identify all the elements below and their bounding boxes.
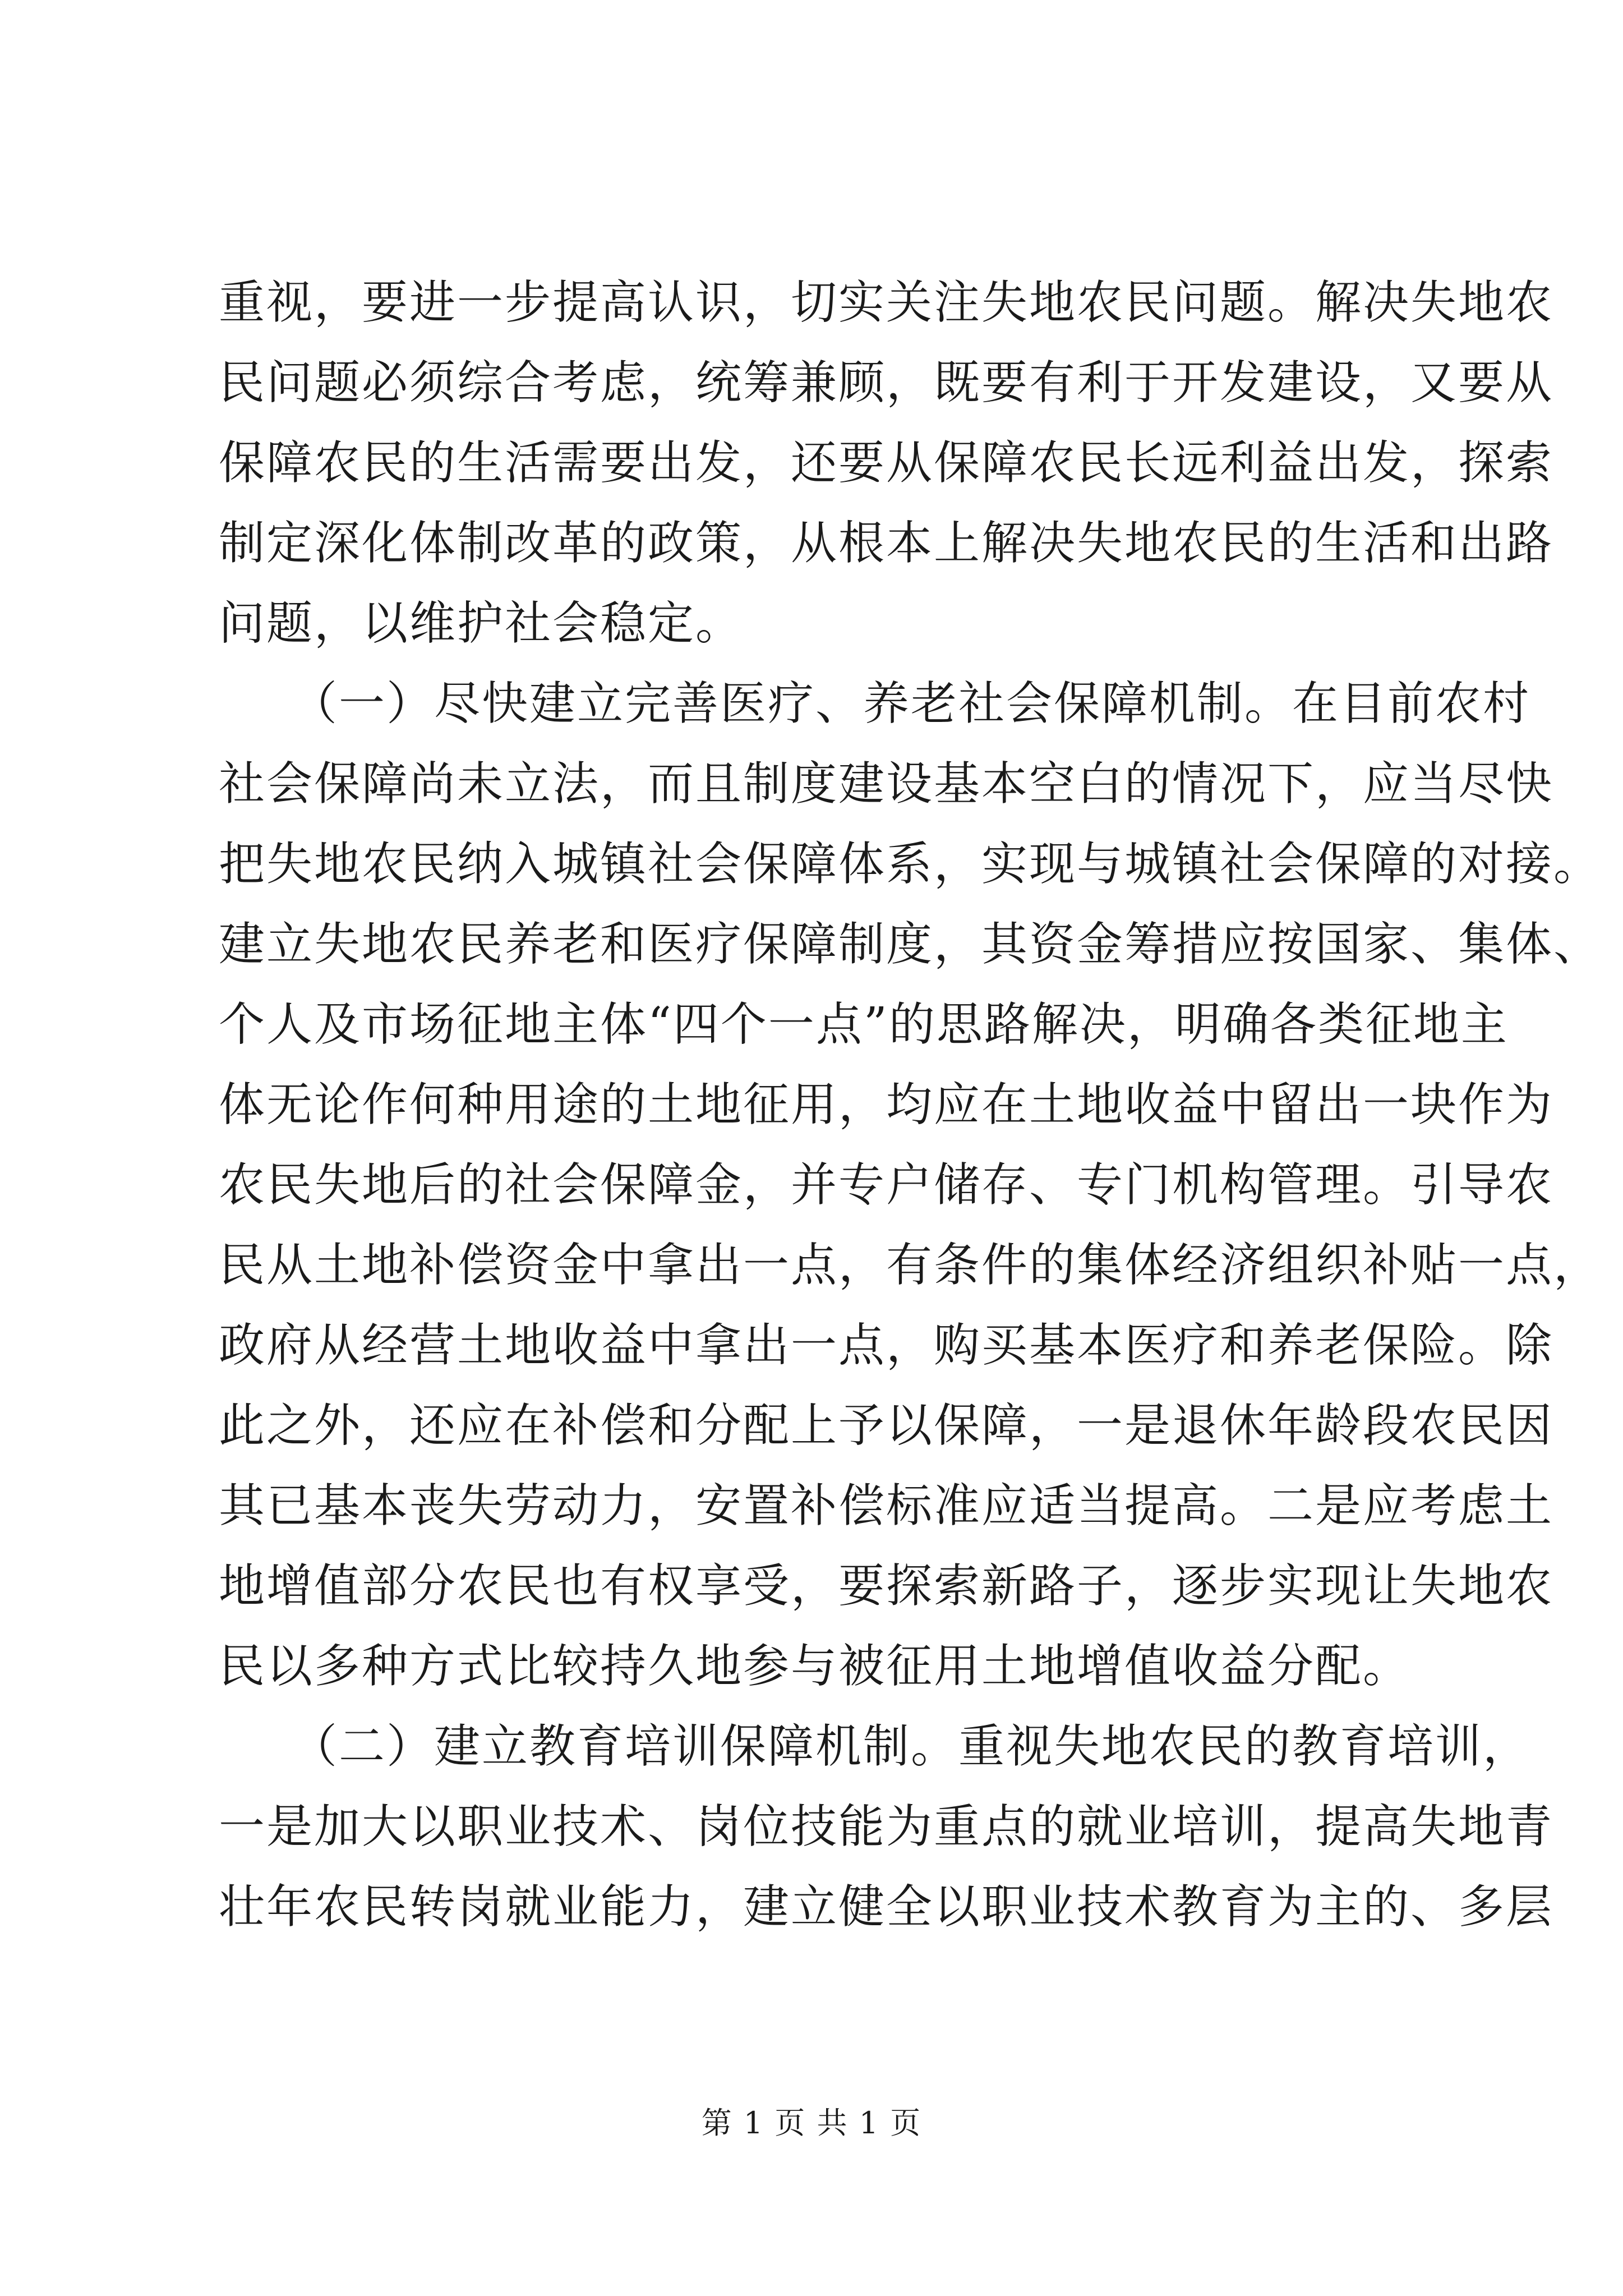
text-line: 民问题必须综合考虑，统筹兼顾，既要有利于开发建设，又要从	[219, 356, 1554, 409]
text-line: 民以多种方式比较持久地参与被征用土地增值收益分配。	[219, 1640, 1411, 1693]
text-line: 把失地农民纳入城镇社会保障体系，实现与城镇社会保障的对接。	[219, 838, 1602, 891]
text-line: 问题，以维护社会稳定。	[219, 597, 744, 650]
text-line: 民从土地补偿资金中拿出一点，有条件的集体经济组织补贴一点，	[219, 1239, 1602, 1292]
text-line: 个人及市场征地主体“四个一点”的思路解决，明确各类征地主	[219, 998, 1509, 1051]
text-line: 政府从经营土地收益中拿出一点，购买基本医疗和养老保险。除	[219, 1319, 1554, 1372]
text-line: 重视，要进一步提高认识，切实关注失地农民问题。解决失地农	[219, 276, 1554, 329]
text-line: 一是加大以职业技术、岗位技能为重点的就业培训，提高失地青	[219, 1800, 1554, 1853]
text-line: 此之外，还应在补偿和分配上予以保障，一是退休年龄段农民因	[219, 1399, 1554, 1452]
text-line: 制定深化体制改革的政策，从根本上解决失地农民的生活和出路	[219, 517, 1554, 570]
section-heading-line: （一）尽快建立完善医疗、养老社会保障机制。在目前农村	[219, 677, 1531, 730]
text-line: 体无论作何种用途的土地征用，均应在土地收益中留出一块作为	[219, 1078, 1554, 1131]
section-heading-line: （二）建立教育培训保障机制。重视失地农民的教育培训，	[219, 1720, 1531, 1773]
text-line: 壮年农民转岗就业能力，建立健全以职业技术教育为主的、多层	[219, 1880, 1554, 1934]
text-line: 地增值部分农民也有权享受，要探索新路子，逐步实现让失地农	[219, 1559, 1554, 1613]
page-number-label: 第 1 页 共 1 页	[701, 2105, 922, 2141]
body-text	[219, 263, 1602, 1947]
text-line: 建立失地农民养老和医疗保障制度，其资金筹措应按国家、集体、	[219, 918, 1602, 971]
text-line: 农民失地后的社会保障金，并专户储存、专门机构管理。引导农	[219, 1158, 1554, 1212]
text-line: 社会保障尚未立法，而且制度建设基本空白的情况下，应当尽快	[219, 757, 1554, 811]
text-line: 保障农民的生活需要出发，还要从保障农民长远利益出发，探索	[219, 436, 1554, 490]
text-line: 其已基本丧失劳动力，安置补偿标准应适当提高。二是应考虑土	[219, 1479, 1554, 1533]
page-footer	[0, 2101, 1623, 2146]
